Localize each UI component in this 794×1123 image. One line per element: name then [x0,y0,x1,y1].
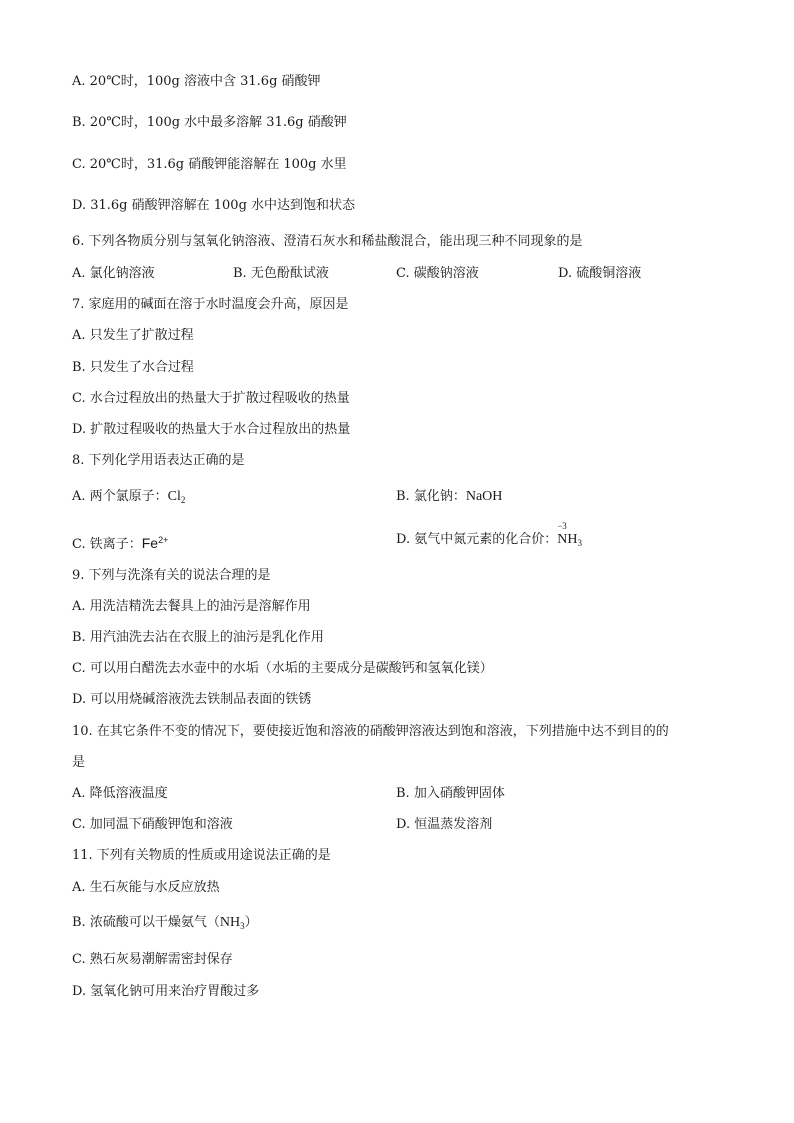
q8-option-c-label: C. 铁离子： [72,537,142,552]
q9-option-a: A. 用洗洁精洗去餐具上的油污是溶解作用 [72,599,311,614]
q6-stem: 6. 下列各物质分别与氢氧化钠溶液、澄清石灰水和稀盐酸混合，能出现三种不同现象的是 [72,234,583,249]
q5-option-d: D. 31.6g 硝酸钾溶解在 100g 水中达到饱和状态 [72,198,356,213]
q8-option-d-label: D. 氨气中氮元素的化合价： [396,532,558,547]
q7-stem: 7. 家庭用的碱面在溶于水时温度会升高，原因是 [72,297,349,312]
q10-option-a: A. 降低溶液温度 [72,786,168,801]
q7-option-c: C. 水合过程放出的热量大于扩散过程吸收的热量 [72,391,350,406]
q5-option-a: A. 20℃时，100g 溶液中含 31.6g 硝酸钾 [72,74,321,89]
q7-option-d: D. 扩散过程吸收的热量大于水合过程放出的热量 [72,422,351,437]
q6-option-c: C. 碳酸钠溶液 [396,266,479,281]
q5-option-b: B. 20℃时，100g 水中最多溶解 31.6g 硝酸钾 [72,115,347,130]
q6-option-a: A. 氯化钠溶液 [72,266,155,281]
q9-option-b: B. 用汽油洗去沾在衣服上的油污是乳化作用 [72,630,324,645]
q11-stem: 11. 下列有关物质的性质或用途说法正确的是 [72,848,331,863]
q6-option-b: B. 无色酚酞试液 [233,266,329,281]
q8-option-b-label: B. 氯化钠： [396,489,466,504]
q8-option-c [72,531,168,554]
q9-option-d: D. 可以用烧碱溶液洗去铁制品表面的铁锈 [72,692,312,707]
q8-option-a [72,488,185,509]
q11-option-a: A. 生石灰能与水反应放热 [72,880,220,895]
q6-option-d: D. 硫酸铜溶液 [558,266,642,281]
q11-option-b-label: B. 浓硫酸可以干燥氨气（ [72,915,220,930]
q7-option-a: A. 只发生了扩散过程 [72,328,194,343]
q11-option-c: C. 熟石灰易潮解需密封保存 [72,952,233,967]
q11-option-b: B. 浓硫酸可以干燥氨气$(NH_3)$ [72,915,258,931]
q10-stem-line1: 10. 在其它条件不变的情况下，要使接近饱和溶液的硝酸钾溶液达到饱和溶液，下列措施中达不到目的的 [72,724,669,739]
q11-option-d: D. 氢氧化钠可用来治疗胃酸过多 [72,984,260,999]
q10-stem-line2: 是 [72,755,86,770]
q10-option-b: B. 加入硝酸钾固体 [396,786,505,801]
q9-option-c: C. 可以用白醋洗去水壶中的水垢（水垢的主要成分是碳酸钙和氢氧化镁） [72,661,493,676]
q7-option-b: B. 只发生了水合过程 [72,360,194,375]
q9-stem: 9. 下列与洗涤有关的说法合理的是 [72,568,271,583]
q8-option-b-formula: NaOH [465,489,503,504]
q8-option-d [396,521,582,552]
q10-option-d: D. 恒温蒸发溶剂 [396,817,493,832]
q8-option-d-formula: −3 $NH_3$ [557,521,582,548]
q11-option-b-formula: $NH_3$ [219,915,245,931]
q8-option-a-label: A. 两个氯原子： [72,489,168,504]
q8-option-b [396,488,502,506]
q8-stem: 8. 下列化学用语表达正确的是 [72,453,245,468]
q8-option-d-valence: −3 [557,521,567,531]
q10-option-c: C. 加同温下硝酸钾饱和溶液 [72,817,233,832]
q8-option-c-formula: $Fe^{2+}$ [141,535,169,551]
q5-option-c: C. 20℃时，31.6g 硝酸钾能溶解在 100g 水里 [72,157,347,172]
q8-option-a-formula: $Cl_2$ [167,489,186,505]
